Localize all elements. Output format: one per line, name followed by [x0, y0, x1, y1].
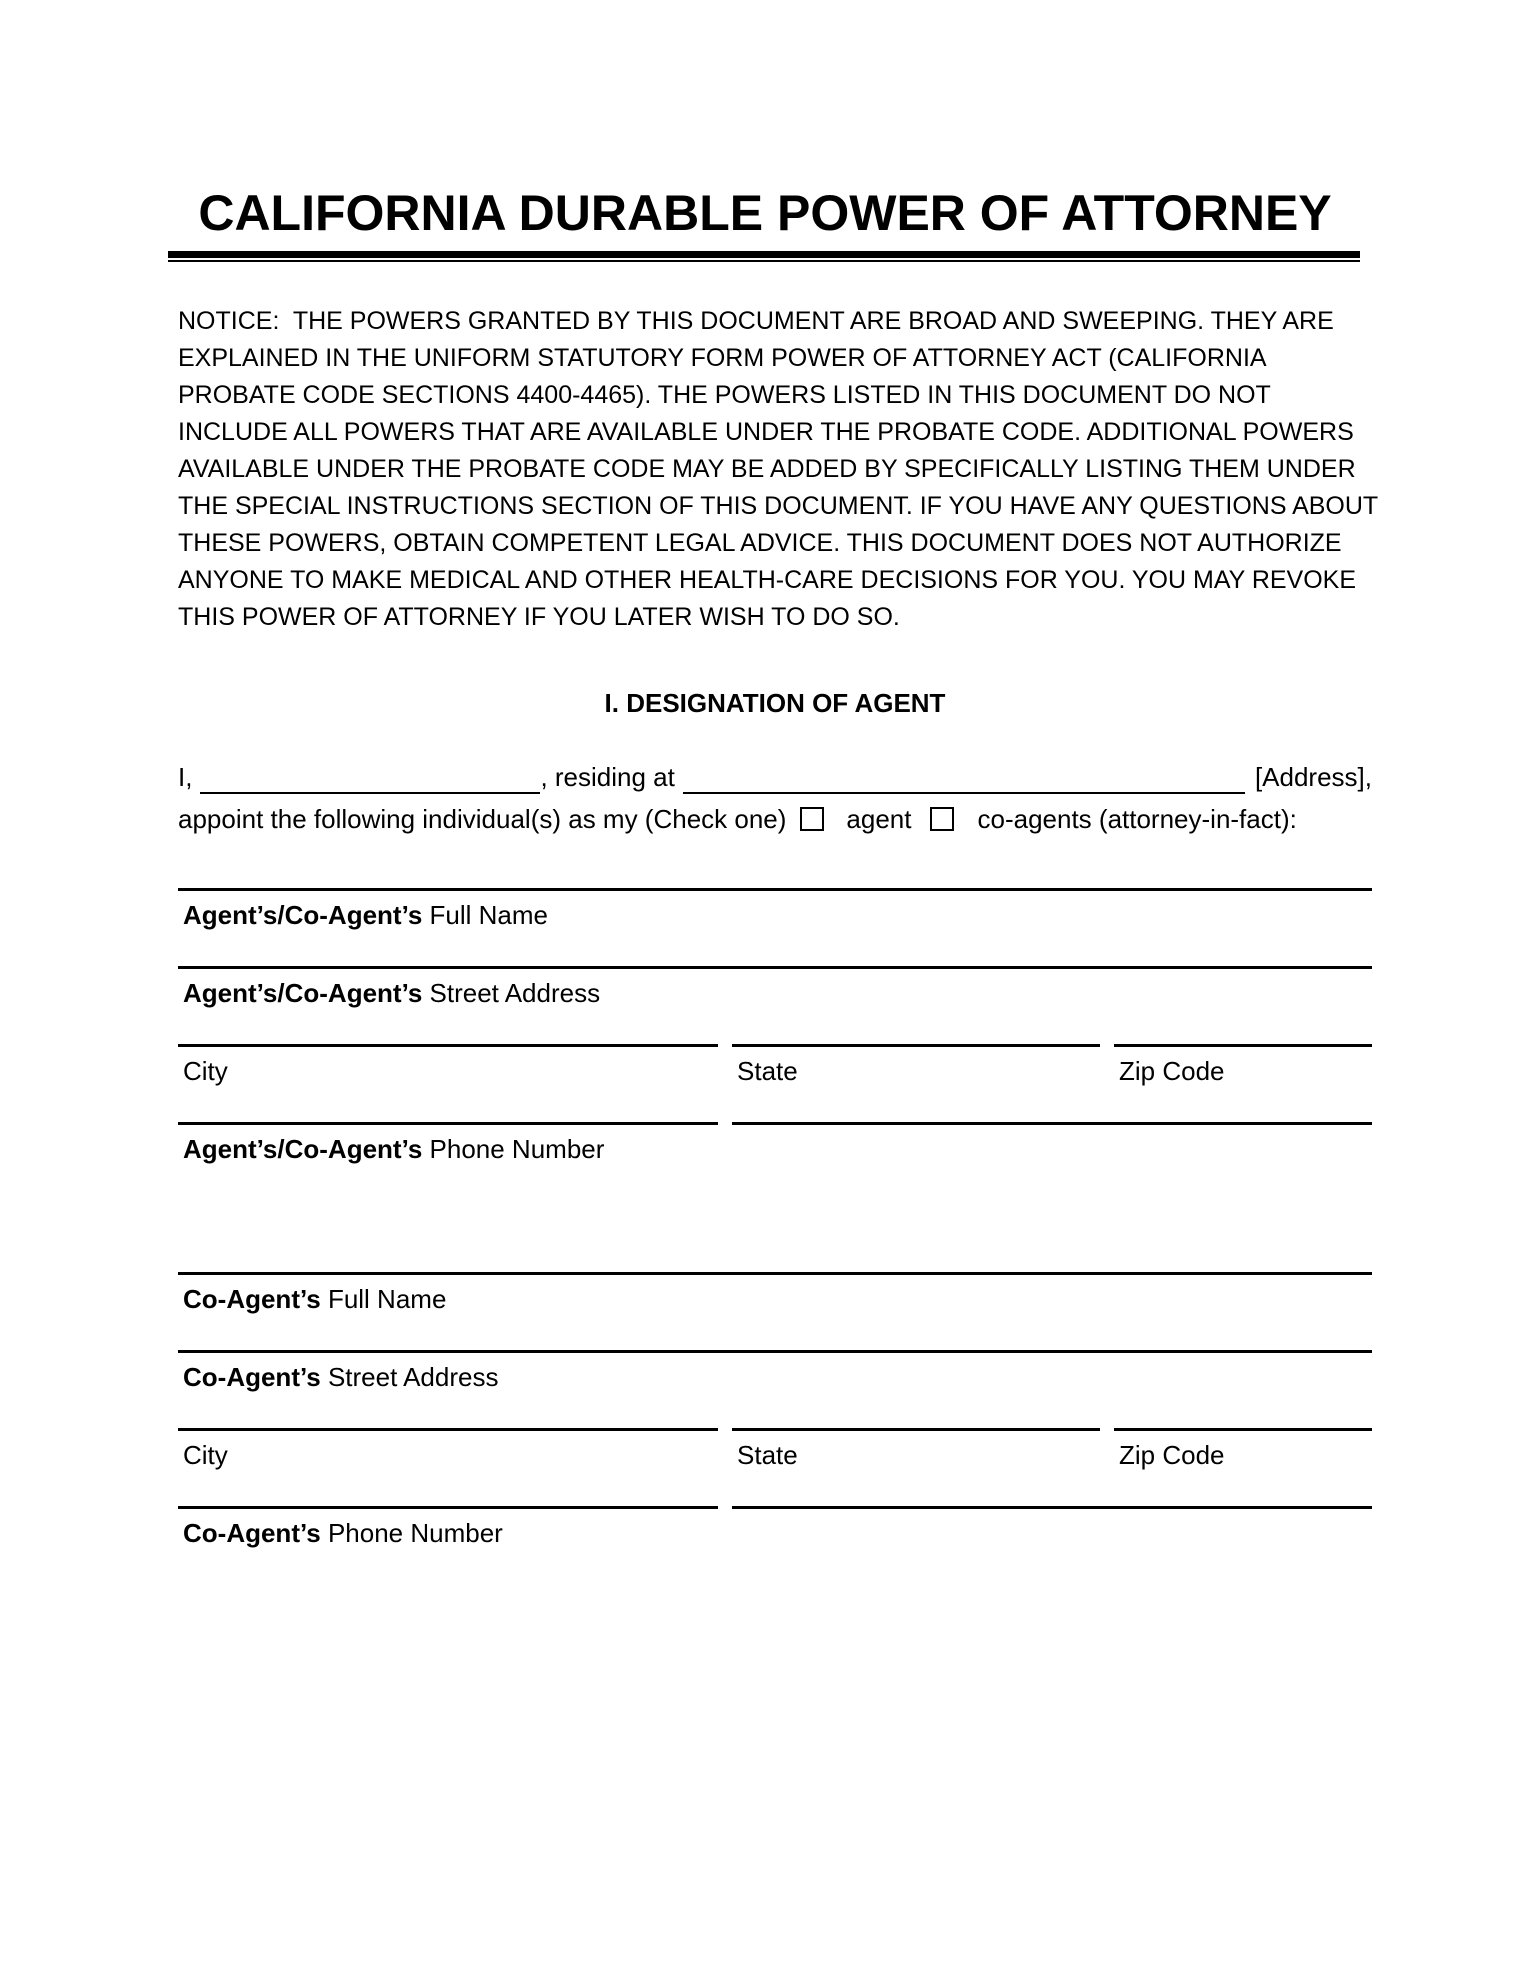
principal-name-prefix: I,: [178, 762, 193, 792]
co-agents-option-label: co-agents (attorney-in-fact):: [977, 803, 1297, 834]
address-bracket-label: [Address],: [1254, 762, 1372, 792]
agent-phone-extra-line[interactable]: [732, 1122, 1372, 1154]
principal-name-blank[interactable]: [200, 762, 540, 794]
coagent-phone-label: Co-Agent’s Phone Number: [183, 1518, 503, 1548]
agent-state-label: State: [737, 1056, 798, 1086]
coagent-zip-field[interactable]: [1114, 1428, 1372, 1471]
coagent-state-label: State: [737, 1440, 798, 1470]
appoint-options-line: [178, 801, 1372, 837]
coagent-zip-label: Zip Code: [1119, 1440, 1225, 1470]
agent-zip-label: Zip Code: [1119, 1056, 1225, 1086]
coagent-city-label: City: [183, 1440, 228, 1470]
agent-state-field[interactable]: [732, 1044, 1100, 1087]
title-divider: [168, 251, 1360, 262]
agent-zip-field[interactable]: [1114, 1044, 1372, 1087]
agent-checkbox[interactable]: [800, 807, 824, 831]
coagent-full-name-field[interactable]: [178, 1272, 1372, 1315]
agent-street-address-field[interactable]: [178, 966, 1372, 1009]
agent-phone-field[interactable]: [178, 1122, 718, 1165]
principal-intro-line: [178, 758, 1372, 794]
agent-full-name-field[interactable]: [178, 888, 1372, 931]
agent-city-label: City: [183, 1056, 228, 1086]
coagent-city-field[interactable]: [178, 1428, 718, 1471]
coagent-street-address-label: Co-Agent’s Street Address: [183, 1362, 499, 1392]
coagent-street-address-field[interactable]: [178, 1350, 1372, 1393]
coagent-phone-extra-line[interactable]: [732, 1506, 1372, 1538]
principal-address-blank[interactable]: [683, 762, 1245, 794]
document-title: CALIFORNIA DURABLE POWER OF ATTORNEY: [198, 185, 1332, 241]
coagent-state-field[interactable]: [732, 1428, 1100, 1471]
agent-city-field[interactable]: [178, 1044, 718, 1087]
appoint-text: appoint the following individual(s) as my (Check one): [178, 803, 787, 834]
residing-at-text: , residing at: [540, 762, 675, 792]
agent-option-label: agent: [846, 803, 912, 834]
agent-full-name-label: Agent’s/Co-Agent’s Full Name: [183, 900, 549, 930]
section-heading-designation-of-agent: I. DESIGNATION OF AGENT: [604, 688, 946, 718]
agent-street-address-label: Agent’s/Co-Agent’s Street Address: [183, 978, 601, 1008]
co-agents-checkbox[interactable]: [930, 807, 954, 831]
coagent-full-name-label: Co-Agent’s Full Name: [183, 1284, 447, 1314]
notice-paragraph: NOTICE: THE POWERS GRANTED BY THIS DOCUMENT ARE BROAD AND SWEEPING. THEY ARE EXPLAINED IN THE UNIFORM STATUTORY FORM POWER OF ATTORNEY ACT (CALIFORNIA PROBATE CODE SECTIONS 4400-4465). THE POWERS LISTED IN THIS DOCUMENT DO NOT INCLUDE ALL POWERS THAT ARE AVAILABLE UNDER THE PROBATE CODE. ADDITIONAL POWERS AVAILABLE UNDER THE PROBATE CODE MAY BE ADDED BY SPECIFICALLY LISTING THEM UNDER THE SPECIAL INSTRUCTIONS SECTION OF THIS DOCUMENT. IF YOU HAVE ANY QUESTIONS ABOUT THESE POWERS, OBTAIN COMPETENT LEGAL ADVICE. THIS DOCUMENT DOES NOT AUTHORIZE ANYONE TO MAKE MEDICAL AND OTHER HEALTH-CARE DECISIONS FOR YOU. YOU MAY REVOKE THIS POWER OF ATTORNEY IF YOU LATER WISH TO DO SO.: [178, 307, 1385, 631]
coagent-phone-field[interactable]: [178, 1506, 718, 1549]
agent-phone-label: Agent’s/Co-Agent’s Phone Number: [183, 1134, 605, 1164]
